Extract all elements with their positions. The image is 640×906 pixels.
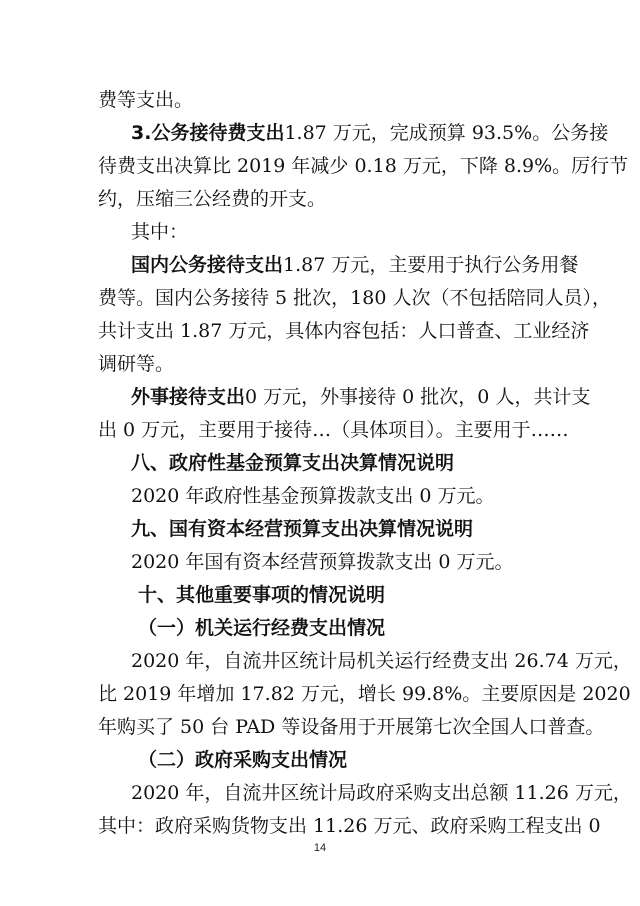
inline-heading: 国内公务接待支出 [131,254,284,276]
paragraph-line [131,253,579,277]
page-number: 14 [313,842,327,854]
section-heading: 十、其他重要事项的情况说明 [138,584,386,606]
paragraph-line: 2020 年政府性基金预算拨款支出 0 万元。 [131,485,495,507]
paragraph-line [131,385,591,409]
paragraph-line: 2020 年国有资本经营预算拨款支出 0 万元。 [131,551,514,573]
inline-heading: 3.公务接待费支出 [131,122,285,144]
section-heading: 九、国有资本经营预算支出决算情况说明 [131,518,474,540]
line-text: 1.87 万元，主要用于执行公务用餐 [283,254,579,276]
paragraph-line: 其中： [131,221,189,243]
inline-heading: 外事接待支出 [131,386,246,408]
paragraph-line: 费等支出。 [98,89,194,111]
paragraph-line: 共计支出 1.87 万元，具体内容包括：人口普查、工业经济 [98,320,590,342]
paragraph-line: 其中：政府采购货物支出 11.26 万元、政府采购工程支出 0 [98,815,601,837]
paragraph-line: 约，压缩三公经费的开支。 [98,188,327,210]
line-text: 1.87 万元，完成预算 93.5%。公务接 [284,122,609,144]
paragraph-line: 费等。国内公务接待 5 批次，180 人次（不包括陪同人员）， [98,287,611,309]
section-heading: 八、政府性基金预算支出决算情况说明 [131,452,455,474]
paragraph-line: 待费支出决算比 2019 年减少 0.18 万元，下降 8.9%。厉行节 [98,155,629,177]
paragraph-line: 2020 年，自流井区统计局机关运行经费支出 26.74 万元， [131,650,632,672]
paragraph-line: 年购买了 50 台 PAD 等设备用于开展第七次全国人口普查。 [98,716,605,738]
paragraph-line [131,121,609,145]
paragraph-line: 调研等。 [98,353,175,375]
subsection-heading: （二）政府采购支出情况 [138,749,348,771]
subsection-heading: （一）机关运行经费支出情况 [138,617,386,639]
paragraph-line: 出 0 万元，主要用于接待…（具体项目）。主要用于…… [98,419,569,441]
paragraph-line: 2020 年，自流井区统计局政府采购支出总额 11.26 万元， [131,782,632,804]
paragraph-line: 比 2019 年增加 17.82 万元，增长 99.8%。主要原因是 2020 [98,683,631,705]
line-text: 0 万元，外事接待 0 批次，0 人，共计支 [245,386,591,408]
